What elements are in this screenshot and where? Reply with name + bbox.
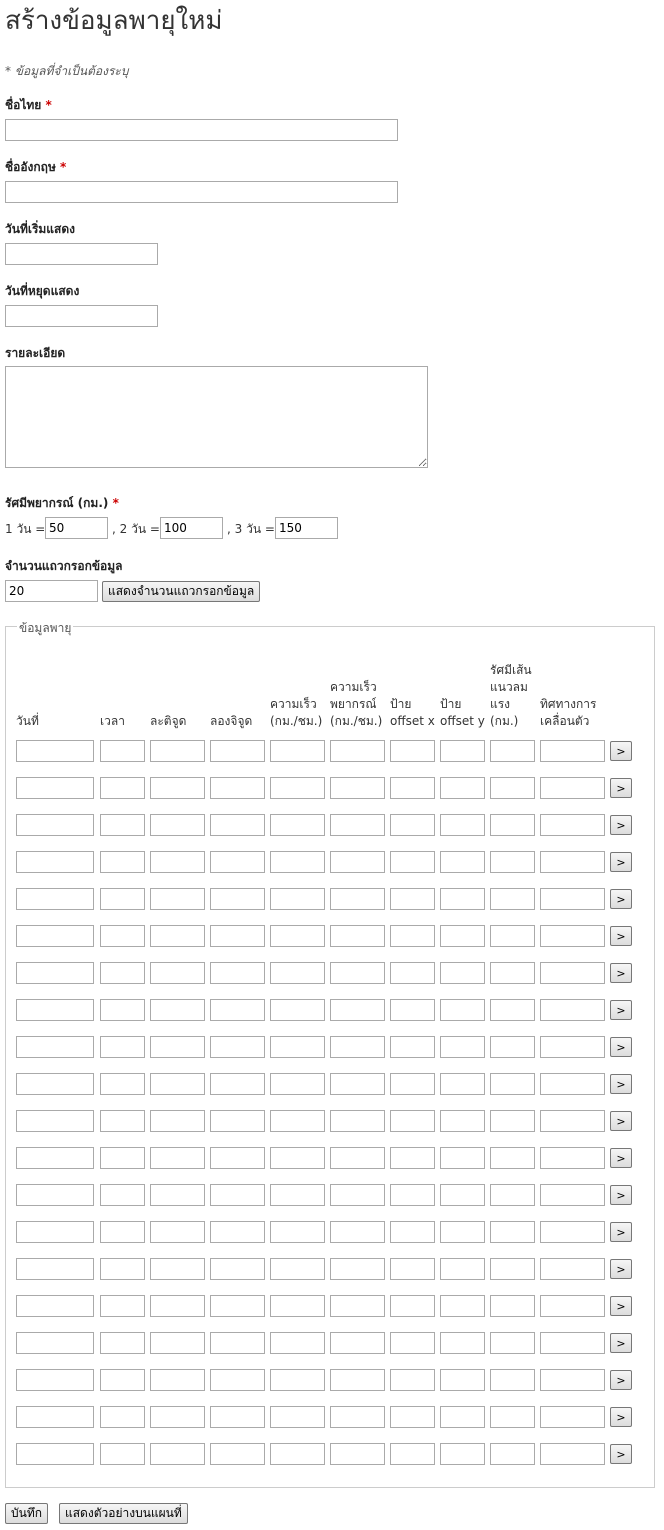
row-time-input[interactable] [100,888,145,910]
row-speed-input[interactable] [270,1332,325,1354]
col-header-offset-x: ป้าย offset x [390,697,435,728]
row-date-input[interactable] [16,740,94,762]
row-direction-input[interactable] [540,925,605,947]
row-offset-x-input[interactable] [390,1110,435,1132]
row-date-input[interactable] [16,962,94,984]
table-row [5,1369,655,1391]
row-offset-x-input[interactable] [390,925,435,947]
table-row [5,888,655,910]
row-wind-radius-input[interactable] [490,1443,535,1465]
row-forecast-speed-input[interactable] [330,962,385,984]
row-forecast-speed-input[interactable] [330,1258,385,1280]
row-wind-radius-input[interactable] [490,851,535,873]
row-apply-button[interactable]: > [610,1444,632,1464]
table-row [5,925,655,947]
row-speed-input[interactable] [270,925,325,947]
row-longitude-input[interactable] [210,1258,265,1280]
required-note-text: * ข้อมูลที่จำเป็นต้องระบุ [5,64,129,78]
row-wind-radius-input[interactable] [490,1184,535,1206]
row-longitude-input[interactable] [210,1332,265,1354]
row-date-input[interactable] [16,1036,94,1058]
row-direction-input[interactable] [540,740,605,762]
row-count-input[interactable] [5,580,98,602]
day2-radius-input[interactable] [160,517,223,539]
row-time-input[interactable] [100,962,145,984]
row-apply-button[interactable]: > [610,778,632,798]
row-wind-radius-input[interactable] [490,1110,535,1132]
row-longitude-input[interactable] [210,1036,265,1058]
row-offset-y-input[interactable] [440,999,485,1021]
row-date-input[interactable] [16,925,94,947]
row-speed-input[interactable] [270,1258,325,1280]
col-header-speed: ความเร็ว (กม./ชม.) [270,697,323,728]
row-count-label: จำนวนแถวกรอกข้อมูล [5,559,123,573]
row-latitude-input[interactable] [150,1406,205,1428]
row-offset-y-input[interactable] [440,814,485,836]
row-wind-radius-input[interactable] [490,999,535,1021]
required-star: * [45,98,52,112]
row-time-input[interactable] [100,1332,145,1354]
row-time-input[interactable] [100,1147,145,1169]
row-offset-y-input[interactable] [440,1147,485,1169]
row-direction-input[interactable] [540,1221,605,1243]
day3-label: , 3 วัน = [227,522,275,536]
row-time-input[interactable] [100,1036,145,1058]
row-direction-input[interactable] [540,851,605,873]
row-apply-button[interactable]: > [610,1222,632,1242]
row-forecast-speed-input[interactable] [330,740,385,762]
row-forecast-speed-input[interactable] [330,1221,385,1243]
row-apply-button[interactable]: > [610,1259,632,1279]
row-longitude-input[interactable] [210,1073,265,1095]
row-date-input[interactable] [16,1332,94,1354]
row-latitude-input[interactable] [150,1184,205,1206]
row-latitude-input[interactable] [150,1332,205,1354]
col-header-longitude: ลองจิจูด [210,714,253,728]
row-longitude-input[interactable] [210,1221,265,1243]
row-offset-y-input[interactable] [440,1406,485,1428]
row-wind-radius-input[interactable] [490,814,535,836]
row-offset-x-input[interactable] [390,1406,435,1428]
end-date-label: วันที่หยุดแสดง [5,284,80,298]
row-longitude-input[interactable] [210,1184,265,1206]
row-offset-y-input[interactable] [440,1184,485,1206]
storm-table-header [5,654,655,730]
end-date-input[interactable] [5,305,158,327]
row-speed-input[interactable] [270,888,325,910]
row-speed-input[interactable] [270,1295,325,1317]
required-note [5,62,128,81]
row-latitude-input[interactable] [150,1221,205,1243]
row-offset-y-input[interactable] [440,1073,485,1095]
col-header-time: เวลา [100,714,125,728]
details-textarea[interactable] [5,366,428,468]
day2-label: , 2 วัน = [112,522,160,536]
row-offset-x-input[interactable] [390,1221,435,1243]
row-forecast-speed-input[interactable] [330,1110,385,1132]
row-latitude-input[interactable] [150,1443,205,1465]
row-time-input[interactable] [100,1073,145,1095]
row-longitude-input[interactable] [210,1110,265,1132]
row-apply-button[interactable]: > [610,1296,632,1316]
name-en-label [5,158,66,177]
row-forecast-speed-input[interactable] [330,1443,385,1465]
col-header-date: วันที่ [16,714,39,728]
row-latitude-input[interactable] [150,777,205,799]
row-date-input[interactable] [16,1147,94,1169]
row-offset-x-input[interactable] [390,1073,435,1095]
show-rows-button[interactable]: แสดงจำนวนแถวกรอกข้อมูล [102,581,260,602]
row-offset-x-input[interactable] [390,851,435,873]
row-wind-radius-input[interactable] [490,740,535,762]
row-speed-input[interactable] [270,740,325,762]
row-forecast-speed-input[interactable] [330,851,385,873]
row-date-input[interactable] [16,1295,94,1317]
row-offset-y-input[interactable] [440,962,485,984]
table-row [5,1036,655,1058]
row-wind-radius-input[interactable] [490,1221,535,1243]
row-latitude-input[interactable] [150,814,205,836]
row-apply-button[interactable]: > [610,1333,632,1353]
row-offset-x-input[interactable] [390,1147,435,1169]
row-date-input[interactable] [16,1369,94,1391]
row-date-input[interactable] [16,851,94,873]
row-apply-button[interactable]: > [610,926,632,946]
row-wind-radius-input[interactable] [490,1295,535,1317]
row-direction-input[interactable] [540,1332,605,1354]
table-row [5,962,655,984]
row-time-input[interactable] [100,1443,145,1465]
row-speed-input[interactable] [270,1147,325,1169]
row-direction-input[interactable] [540,1184,605,1206]
row-offset-y-input[interactable] [440,1221,485,1243]
row-wind-radius-input[interactable] [490,888,535,910]
row-longitude-input[interactable] [210,1369,265,1391]
row-apply-button[interactable]: > [610,741,632,761]
row-longitude-input[interactable] [210,1295,265,1317]
row-forecast-speed-input[interactable] [330,1406,385,1428]
row-speed-input[interactable] [270,814,325,836]
row-latitude-input[interactable] [150,962,205,984]
row-direction-input[interactable] [540,888,605,910]
row-offset-y-input[interactable] [440,851,485,873]
row-date-input[interactable] [16,888,94,910]
row-wind-radius-input[interactable] [490,962,535,984]
row-time-input[interactable] [100,1295,145,1317]
row-offset-y-input[interactable] [440,925,485,947]
row-forecast-speed-input[interactable] [330,1295,385,1317]
row-date-input[interactable] [16,1110,94,1132]
table-row [5,1184,655,1206]
row-speed-input[interactable] [270,1036,325,1058]
row-offset-x-input[interactable] [390,814,435,836]
row-wind-radius-input[interactable] [490,1332,535,1354]
row-time-input[interactable] [100,1184,145,1206]
forecast-radius-label-text: รัศมีพยากรณ์ (กม.) [5,496,109,510]
row-speed-input[interactable] [270,962,325,984]
row-offset-y-input[interactable] [440,1110,485,1132]
row-latitude-input[interactable] [150,1147,205,1169]
preview-map-button[interactable]: แสดงตัวอย่างบนแผนที่ [59,1503,188,1524]
table-row [5,1073,655,1095]
page-title: สร้างข้อมูลพายุใหม่ [5,6,223,36]
row-direction-input[interactable] [540,1147,605,1169]
col-header-direction: ทิศทางการ เคลื่อนตัว [540,697,597,728]
forecast-radius-row [5,517,405,539]
row-offset-x-input[interactable] [390,999,435,1021]
row-longitude-input[interactable] [210,962,265,984]
row-latitude-input[interactable] [150,1369,205,1391]
row-direction-input[interactable] [540,1036,605,1058]
name-en-label-text: ชื่ออังกฤษ [5,160,56,174]
row-speed-input[interactable] [270,999,325,1021]
col-header-offset-y: ป้าย offset y [440,697,485,728]
row-date-input[interactable] [16,999,94,1021]
row-direction-input[interactable] [540,999,605,1021]
row-time-input[interactable] [100,1369,145,1391]
table-row [5,1406,655,1428]
row-wind-radius-input[interactable] [490,1073,535,1095]
row-apply-button[interactable]: > [610,1185,632,1205]
row-speed-input[interactable] [270,777,325,799]
row-wind-radius-input[interactable] [490,1406,535,1428]
table-row [5,851,655,873]
row-date-input[interactable] [16,1443,94,1465]
row-direction-input[interactable] [540,1110,605,1132]
table-row [5,1221,655,1243]
row-direction-input[interactable] [540,962,605,984]
row-speed-input[interactable] [270,1073,325,1095]
row-apply-button[interactable]: > [610,1111,632,1131]
row-forecast-speed-input[interactable] [330,1369,385,1391]
row-latitude-input[interactable] [150,740,205,762]
row-time-input[interactable] [100,1258,145,1280]
row-speed-input[interactable] [270,1221,325,1243]
row-latitude-input[interactable] [150,999,205,1021]
row-time-input[interactable] [100,925,145,947]
storm-data-legend: ข้อมูลพายุ [17,619,73,638]
row-wind-radius-input[interactable] [490,925,535,947]
table-row [5,1110,655,1132]
row-speed-input[interactable] [270,1110,325,1132]
table-row [5,999,655,1021]
row-forecast-speed-input[interactable] [330,777,385,799]
row-apply-button[interactable]: > [610,1370,632,1390]
row-forecast-speed-input[interactable] [330,1147,385,1169]
row-wind-radius-input[interactable] [490,777,535,799]
row-time-input[interactable] [100,1221,145,1243]
col-header-wind-radius: รัศมีเส้น แนวลม แรง (กม.) [490,663,532,728]
row-longitude-input[interactable] [210,777,265,799]
row-apply-button[interactable]: > [610,1037,632,1057]
col-header-latitude: ละติจูด [150,714,187,728]
row-date-input[interactable] [16,1221,94,1243]
row-time-input[interactable] [100,851,145,873]
row-offset-x-input[interactable] [390,962,435,984]
row-date-input[interactable] [16,814,94,836]
table-row [5,740,655,762]
row-wind-radius-input[interactable] [490,1147,535,1169]
row-latitude-input[interactable] [150,1036,205,1058]
row-time-input[interactable] [100,1406,145,1428]
forecast-radius-label [5,494,119,513]
row-speed-input[interactable] [270,1443,325,1465]
row-apply-button[interactable]: > [610,1000,632,1020]
row-longitude-input[interactable] [210,1406,265,1428]
row-forecast-speed-input[interactable] [330,1184,385,1206]
row-forecast-speed-input[interactable] [330,1036,385,1058]
row-direction-input[interactable] [540,1406,605,1428]
row-speed-input[interactable] [270,1369,325,1391]
details-label: รายละเอียด [5,346,66,360]
row-date-input[interactable] [16,1073,94,1095]
row-date-input[interactable] [16,777,94,799]
row-time-input[interactable] [100,814,145,836]
row-latitude-input[interactable] [150,1258,205,1280]
row-offset-y-input[interactable] [440,777,485,799]
row-offset-y-input[interactable] [440,1443,485,1465]
name-th-label-text: ชื่อไทย [5,98,42,112]
row-direction-input[interactable] [540,1369,605,1391]
row-latitude-input[interactable] [150,1110,205,1132]
row-date-input[interactable] [16,1406,94,1428]
row-wind-radius-input[interactable] [490,1258,535,1280]
row-offset-x-input[interactable] [390,1332,435,1354]
start-date-label: วันที่เริ่มแสดง [5,222,76,236]
row-latitude-input[interactable] [150,851,205,873]
row-forecast-speed-input[interactable] [330,888,385,910]
row-offset-y-input[interactable] [440,1295,485,1317]
row-speed-input[interactable] [270,1184,325,1206]
row-apply-button[interactable]: > [610,815,632,835]
row-offset-y-input[interactable] [440,740,485,762]
row-forecast-speed-input[interactable] [330,814,385,836]
row-direction-input[interactable] [540,1073,605,1095]
row-latitude-input[interactable] [150,1295,205,1317]
row-speed-input[interactable] [270,1406,325,1428]
row-wind-radius-input[interactable] [490,1036,535,1058]
row-offset-x-input[interactable] [390,1258,435,1280]
row-apply-button[interactable]: > [610,852,632,872]
table-row [5,1443,655,1465]
row-longitude-input[interactable] [210,1443,265,1465]
row-offset-x-input[interactable] [390,740,435,762]
row-direction-input[interactable] [540,1295,605,1317]
row-apply-button[interactable]: > [610,889,632,909]
row-apply-button[interactable]: > [610,1148,632,1168]
row-forecast-speed-input[interactable] [330,1073,385,1095]
table-row [5,1332,655,1354]
row-longitude-input[interactable] [210,814,265,836]
name-th-input[interactable] [5,119,398,141]
row-offset-x-input[interactable] [390,1184,435,1206]
col-header-forecast-speed: ความเร็ว พยากรณ์ (กม./ชม.) [330,680,383,728]
row-speed-input[interactable] [270,851,325,873]
table-row [5,814,655,836]
row-latitude-input[interactable] [150,1073,205,1095]
row-offset-y-input[interactable] [440,1369,485,1391]
name-th-label [5,96,52,115]
required-star: * [112,496,119,510]
row-direction-input[interactable] [540,777,605,799]
row-time-input[interactable] [100,740,145,762]
table-row [5,1147,655,1169]
save-button[interactable]: บันทึก [5,1503,48,1524]
table-row [5,1295,655,1317]
row-time-input[interactable] [100,1110,145,1132]
row-longitude-input[interactable] [210,925,265,947]
row-longitude-input[interactable] [210,740,265,762]
day1-label: 1 วัน = [5,522,46,536]
row-time-input[interactable] [100,777,145,799]
row-offset-x-input[interactable] [390,1295,435,1317]
name-en-input[interactable] [5,181,398,203]
row-apply-button[interactable]: > [610,1407,632,1427]
row-offset-y-input[interactable] [440,1258,485,1280]
row-date-input[interactable] [16,1184,94,1206]
row-forecast-speed-input[interactable] [330,925,385,947]
row-direction-input[interactable] [540,1258,605,1280]
day3-radius-input[interactable] [275,517,338,539]
row-apply-button[interactable]: > [610,963,632,983]
row-offset-y-input[interactable] [440,1332,485,1354]
row-wind-radius-input[interactable] [490,1369,535,1391]
required-star: * [60,160,67,174]
row-time-input[interactable] [100,999,145,1021]
row-apply-button[interactable]: > [610,1074,632,1094]
row-offset-y-input[interactable] [440,888,485,910]
row-offset-x-input[interactable] [390,1036,435,1058]
row-longitude-input[interactable] [210,888,265,910]
row-forecast-speed-input[interactable] [330,999,385,1021]
row-direction-input[interactable] [540,1443,605,1465]
row-longitude-input[interactable] [210,999,265,1021]
row-longitude-input[interactable] [210,1147,265,1169]
row-offset-x-input[interactable] [390,1443,435,1465]
row-forecast-speed-input[interactable] [330,1332,385,1354]
row-offset-x-input[interactable] [390,888,435,910]
row-direction-input[interactable] [540,814,605,836]
start-date-input[interactable] [5,243,158,265]
table-row [5,777,655,799]
row-offset-y-input[interactable] [440,1036,485,1058]
row-date-input[interactable] [16,1258,94,1280]
table-row [5,1258,655,1280]
row-latitude-input[interactable] [150,925,205,947]
row-offset-x-input[interactable] [390,1369,435,1391]
row-offset-x-input[interactable] [390,777,435,799]
row-latitude-input[interactable] [150,888,205,910]
day1-radius-input[interactable] [45,517,108,539]
row-longitude-input[interactable] [210,851,265,873]
